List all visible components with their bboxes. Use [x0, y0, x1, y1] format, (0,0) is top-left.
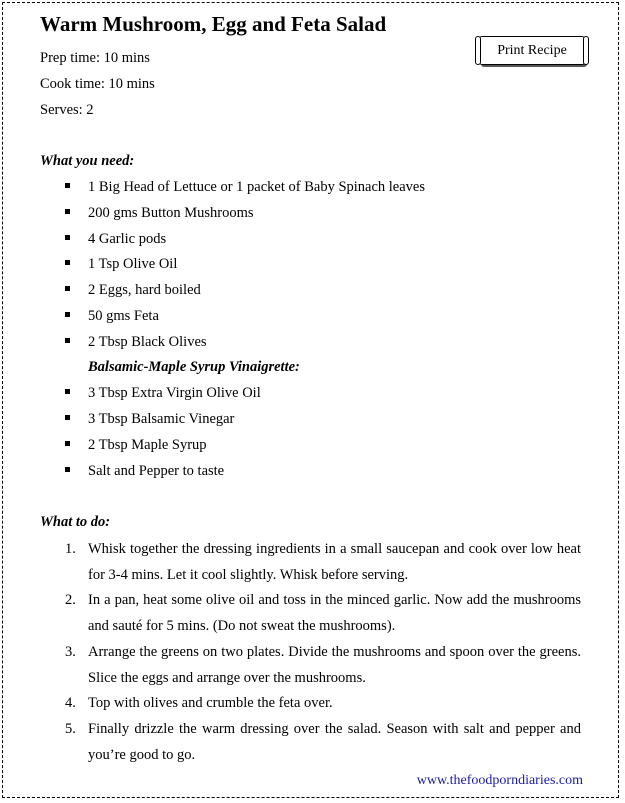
step-number: 1. — [65, 541, 76, 557]
serves: Serves: 2 — [40, 102, 94, 118]
ingredient-item: 2 Eggs, hard boiled — [88, 280, 201, 300]
step-number: 5. — [65, 721, 76, 737]
vinaigrette-item: 3 Tbsp Balsamic Vinegar — [88, 409, 234, 429]
step-text: Top with olives and crumble the feta over. — [88, 695, 333, 711]
vinaigrette-item: 3 Tbsp Extra Virgin Olive Oil — [88, 383, 261, 403]
method-step — [65, 587, 581, 639]
ingredients-heading: What you need: — [40, 153, 135, 169]
method-step — [65, 716, 581, 768]
bullet-icon — [65, 235, 70, 240]
ingredient-item: 200 gms Button Mushrooms — [88, 203, 254, 223]
bullet-icon — [65, 286, 70, 291]
bullet-icon — [65, 441, 70, 446]
vinaigrette-item: 2 Tbsp Maple Syrup — [88, 435, 207, 455]
step-number: 3. — [65, 644, 76, 660]
ingredient-item: 2 Tbsp Black Olives — [88, 332, 207, 352]
ingredient-item: 50 gms Feta — [88, 306, 159, 326]
step-number: 4. — [65, 695, 76, 711]
method-step — [65, 690, 581, 716]
bullet-icon — [65, 260, 70, 265]
bullet-icon — [65, 312, 70, 317]
cook-time: Cook time: 10 mins — [40, 76, 155, 92]
vinaigrette-item: Salt and Pepper to taste — [88, 461, 224, 481]
method-step — [65, 639, 581, 691]
vinaigrette-heading: Balsamic-Maple Syrup Vinaigrette: — [88, 359, 300, 375]
bullet-icon — [65, 338, 70, 343]
method-heading: What to do: — [40, 514, 111, 530]
print-recipe-button[interactable]: Print Recipe — [479, 36, 585, 65]
bullet-icon — [65, 209, 70, 214]
site-link[interactable]: www.thefoodporndiaries.com — [416, 773, 583, 788]
step-text: In a pan, heat some olive oil and toss in the minced garlic. Now add the mushrooms and sauté for 5 mins. (Do not sweat the mushrooms). — [88, 592, 581, 634]
bullet-icon — [65, 183, 70, 188]
prep-time: Prep time: 10 mins — [40, 50, 150, 66]
step-number: 2. — [65, 592, 76, 608]
step-text: Finally drizzle the warm dressing over the salad. Season with salt and pepper and you’re good to go. — [88, 721, 581, 763]
ingredient-item: 1 Big Head of Lettuce or 1 packet of Baby Spinach leaves — [88, 177, 425, 197]
step-text: Arrange the greens on two plates. Divide the mushrooms and spoon over the greens. Slice the eggs and arrange over the mushrooms. — [88, 644, 581, 686]
bullet-icon — [65, 415, 70, 420]
bullet-icon — [65, 389, 70, 394]
ingredient-item: 4 Garlic pods — [88, 229, 166, 249]
method-step — [65, 536, 581, 588]
step-text: Whisk together the dressing ingredients in a small saucepan and cook over low heat for 3-4 mins. Let it cool slightly. Whisk before serving. — [88, 541, 581, 583]
recipe-title: Warm Mushroom, Egg and Feta Salad — [40, 12, 387, 36]
ingredient-item: 1 Tsp Olive Oil — [88, 254, 177, 274]
bullet-icon — [65, 467, 70, 472]
